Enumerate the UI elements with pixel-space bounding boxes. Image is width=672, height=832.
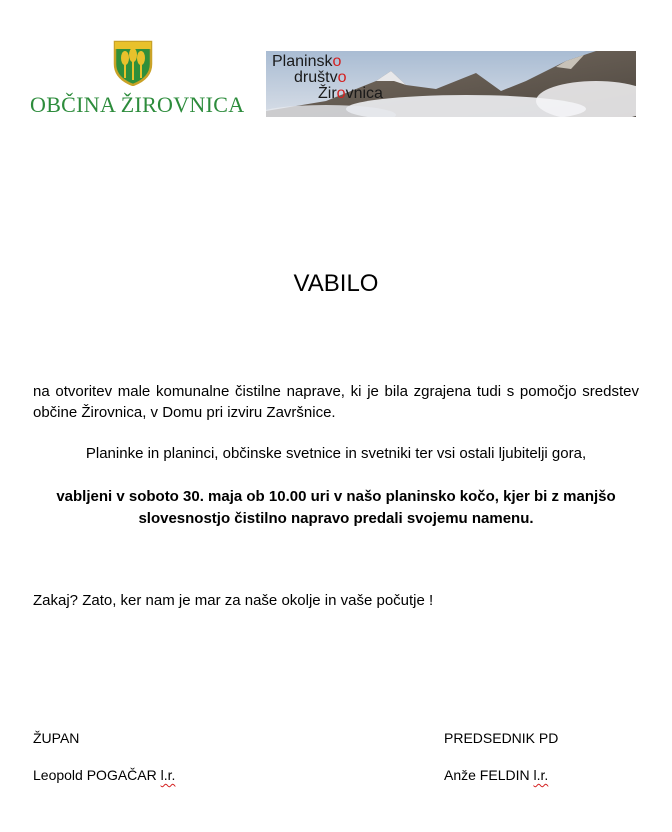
signature-left-title: ŽUPAN — [33, 730, 80, 746]
pd-line-3: Žirovnica — [318, 85, 383, 102]
signature-right-title: PREDSEDNIK PD — [444, 730, 559, 746]
obcina-zirovnica-logo — [30, 40, 245, 120]
signature-right-name: Anže FELDIN l.r. — [444, 767, 549, 783]
planinsko-drustvo-logo — [266, 51, 636, 117]
document-title: VABILO — [293, 270, 379, 297]
pd-line-2: društvo — [294, 69, 347, 86]
invitation-paragraph-4: Zakaj? Zato, ker nam je mar za naše okolje in vaše počutje ! — [33, 592, 434, 609]
municipal-coat-of-arms-icon — [113, 40, 153, 86]
signature-left-name: Leopold POGAČAR l.r. — [33, 767, 176, 783]
invitation-paragraph-1: na otvoritev male komunalne čistilne naprave, ki je bila zgrajena tudi s pomočjo sredstev občine Žirovnica, v Domu pri izviru Završnice. — [33, 383, 639, 421]
pd-line-1: Planinsko — [272, 53, 342, 70]
invitation-paragraph-2: Planinke in planinci, občinske svetnice in svetniki ter vsi ostali ljubitelji gora, — [85, 445, 587, 462]
invitation-paragraph-3: vabljeni v soboto 30. maja ob 10.00 uri v našo planinsko kočo, kjer bi z manjšo slovesnostjo čistilno napravo predali svojemu namenu. — [56, 488, 616, 527]
signature-right-suffix: l.r. — [533, 767, 549, 783]
signature-left-suffix: l.r. — [160, 767, 176, 783]
obcina-name: OBČINA ŽIROVNICA — [30, 92, 245, 117]
